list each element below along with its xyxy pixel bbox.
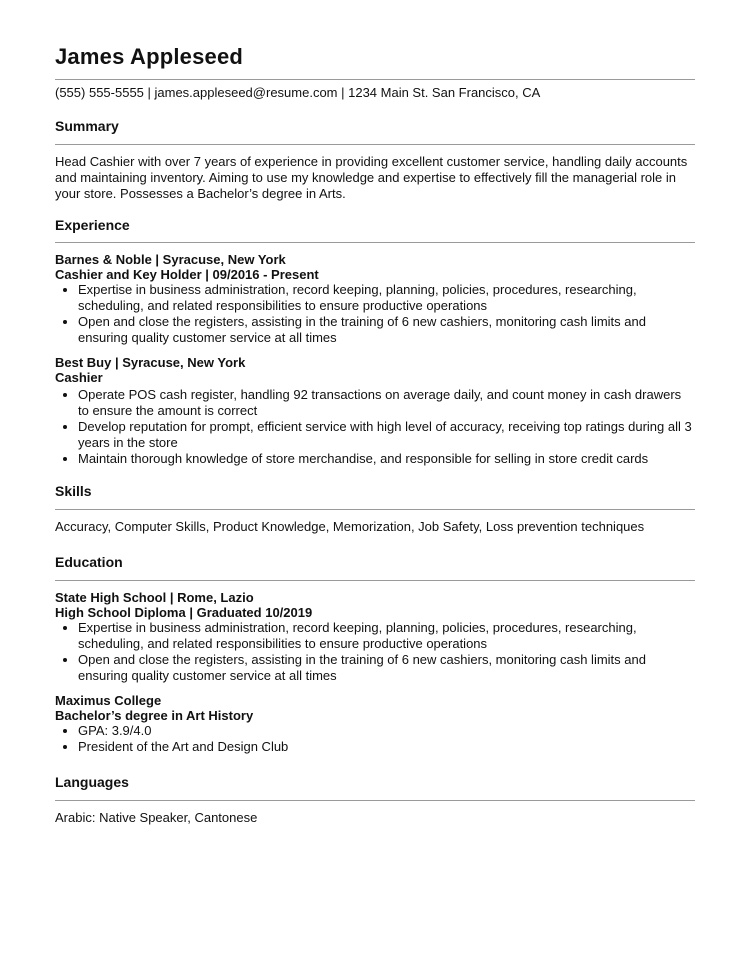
education-bullets — [55, 620, 695, 684]
list-item: • President of the Art and Design Club — [78, 739, 695, 755]
list-item: • GPA: 3.9/4.0 — [78, 723, 695, 739]
list-item: • Maintain thorough knowledge of store merchandise, and responsible for selling in store credit cards — [78, 451, 695, 467]
experience-entry — [55, 252, 695, 346]
section-title-languages: Languages — [55, 774, 129, 790]
divider — [55, 79, 695, 80]
candidate-name: James Appleseed — [55, 44, 244, 69]
experience-role: Cashier — [55, 370, 103, 385]
list-item: • Operate POS cash register, handling 92 transactions on average daily, and count money in cash drawers to ensure the amount is correct — [78, 387, 695, 419]
education-entry — [55, 590, 695, 684]
experience-bullets — [55, 282, 695, 346]
education-entry — [55, 693, 695, 755]
list-item: • Expertise in business administration, record keeping, planning, policies, procedures, researching, scheduling, and related responsibilities to ensure productive operations — [78, 282, 695, 314]
section-title-summary: Summary — [55, 118, 119, 134]
education-degree: High School Diploma | Graduated 10/2019 — [55, 605, 313, 620]
section-title-experience: Experience — [55, 217, 130, 233]
experience-org: Barnes & Noble | Syracuse, New York — [55, 252, 286, 267]
list-item: • Develop reputation for prompt, efficient service with high level of accuracy, receiving top ratings during all 3 years in the store — [78, 419, 695, 451]
summary-text: Head Cashier with over 7 years of experience in providing excellent customer service, handling daily accounts and maintaining inventory. Aiming to use my knowledge and expertise to effectively fill the managerial role in your store. Possesses a Bachelor’s degree in Arts. — [55, 154, 688, 201]
education-bullets — [55, 723, 695, 755]
experience-org: Best Buy | Syracuse, New York — [55, 355, 246, 370]
list-item: • Open and close the registers, assisting in the training of 6 new cashiers, monitoring cash limits and ensuring quality customer service at all times — [78, 652, 695, 684]
education-degree: Bachelor’s degree in Art History — [55, 708, 254, 723]
education-school: State High School | Rome, Lazio — [55, 590, 254, 605]
experience-role: Cashier and Key Holder | 09/2016 - Present — [55, 267, 319, 282]
contact-line: (555) 555-5555 | james.appleseed@resume.com | 1234 Main St. San Francisco, CA — [55, 85, 541, 100]
section-title-education: Education — [55, 554, 123, 570]
experience-bullets — [55, 387, 695, 467]
list-item: • Open and close the registers, assisting in the training of 6 new cashiers, monitoring cash limits and ensuring quality customer service at all times — [78, 314, 695, 346]
education-school: Maximus College — [55, 693, 162, 708]
section-title-skills: Skills — [55, 483, 92, 499]
experience-entry — [55, 355, 695, 467]
languages-text: Arabic: Native Speaker, Cantonese — [55, 810, 258, 825]
skills-text: Accuracy, Computer Skills, Product Knowledge, Memorization, Job Safety, Loss prevention techniques — [55, 519, 645, 534]
list-item: • Expertise in business administration, record keeping, planning, policies, procedures, researching, scheduling, and related responsibilities to ensure productive operations — [78, 620, 695, 652]
